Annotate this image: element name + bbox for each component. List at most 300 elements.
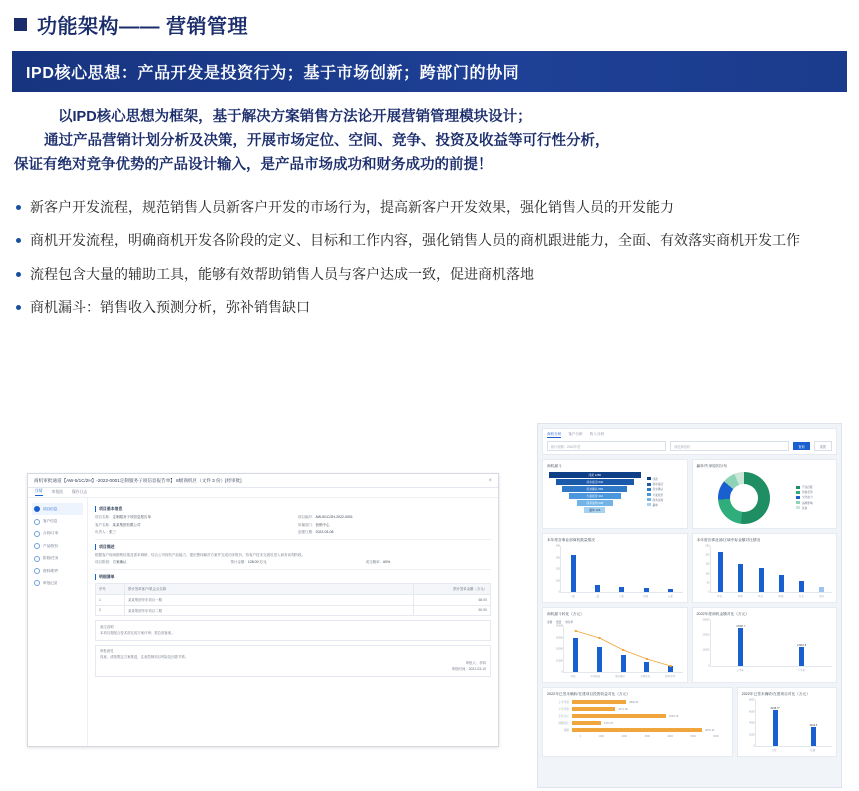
x-tick: 华南: [737, 595, 743, 598]
field-create-date: [298, 530, 491, 535]
hbar-fill: [572, 728, 702, 732]
y-tick: 0: [753, 744, 755, 748]
legend-item: [647, 487, 683, 491]
y-tick: 400: [555, 544, 560, 548]
legend-swatch: [647, 483, 651, 486]
period-select[interactable]: [547, 441, 666, 451]
x-axis: [560, 594, 683, 598]
tab-detail[interactable]: 详情: [35, 489, 43, 496]
column-header-amount: 预计签单金额（万元）: [414, 583, 491, 594]
sidebar-item-stage-task[interactable]: [32, 553, 83, 565]
column-header-index: 序号: [96, 583, 125, 594]
bullet-dot-icon: [16, 238, 21, 243]
page-title: [0, 0, 859, 39]
x-tick: 东北: [798, 595, 804, 598]
x-tick: 四部: [643, 595, 649, 598]
sidebar-item-label: 合同/订单: [43, 531, 59, 536]
bar-label: 6238.77: [770, 707, 780, 710]
card-combo: [542, 607, 688, 683]
bar-label: 27097.7: [736, 625, 746, 628]
field-value: 2022-03-08: [315, 530, 334, 535]
bars: [711, 620, 833, 666]
sidebar-item-label: 项目信息: [43, 506, 58, 511]
table-row: [96, 594, 491, 605]
cell-amount: 60.00: [414, 605, 491, 616]
legend-swatch: [647, 493, 651, 496]
tab-approval-flow[interactable]: 审批流: [51, 490, 63, 494]
tab-opportunity-analysis[interactable]: 商机分析: [547, 432, 562, 436]
y-tick: 4000: [749, 721, 755, 725]
window-sidebar: [28, 498, 88, 747]
title-square-icon: [14, 18, 27, 31]
intro-line-2: 通过产品营销计划分析及决策，开展市场定位、空间、竞争、投资及收益等可行性分析，: [44, 132, 610, 149]
card-title: 本年度各事业部商机数量情况: [547, 538, 595, 542]
x-tick: 3000: [644, 735, 650, 738]
legend-label: 初步接洽: [652, 483, 664, 487]
bullet-text: 商机开发流程，明确商机开发各阶段的定义、目标和工作内容，强化销售人员的商机跟进能力，全面、有效落实商机开发工作: [30, 232, 800, 249]
x-tick: 2000: [621, 735, 628, 738]
field-value: 定制服务子项信息报告单: [112, 515, 151, 519]
sidebar-item-product-quote[interactable]: [32, 540, 83, 552]
line-series: [561, 626, 683, 674]
approval-date-label: 审批时间：2022-03-10: [451, 666, 486, 671]
field-row: [95, 523, 491, 528]
field-department: [298, 523, 491, 528]
divider: [95, 539, 491, 540]
bullet-text: 新客户开发流程，规范销售人员新客户开发的市场行为，提高新客户开发效果，强化销售人员的开发能力: [30, 198, 674, 215]
bar: [811, 727, 816, 746]
hbar-fill: [572, 700, 626, 704]
y-tick: 0: [561, 670, 563, 674]
cell-index: 1: [96, 594, 125, 605]
legend-label: 数量: [556, 621, 562, 624]
section-title-basic: 项目基本信息: [95, 506, 491, 512]
bar: [779, 575, 784, 592]
field-label: 项目编号：: [298, 515, 316, 519]
x-tick: 海外: [819, 595, 825, 598]
sidebar-item-attachments[interactable]: [32, 565, 83, 577]
funnel-stage: 需求确认 663: [562, 486, 627, 492]
bars: [756, 700, 832, 746]
field-owner: [95, 530, 288, 535]
opportunity-detail-window: [27, 473, 499, 747]
sidebar-item-project-info[interactable]: [32, 503, 83, 515]
x-tick: 下半年: [797, 669, 806, 672]
approval-text: 同意，请按既定方案推进，注意控制项目风险及回款节奏。: [100, 655, 189, 660]
hbar-label: 上半年度: [558, 701, 569, 704]
y-tick: 10000: [556, 659, 563, 662]
card-title: 2022年度商机金额对比（万元）: [696, 612, 749, 616]
funnel-legend: [647, 477, 683, 508]
field-label: 负责人：: [95, 530, 109, 535]
horizontal-bar-chart: [547, 700, 728, 732]
dot-icon: [34, 568, 40, 574]
y-tick: 0: [708, 590, 710, 594]
list-item: [14, 296, 845, 318]
dot-icon: [34, 556, 40, 562]
x-tick: 方案报价: [640, 675, 651, 678]
bar: [799, 647, 804, 666]
hbar-value: 2876.31: [705, 728, 715, 732]
legend-item: [796, 485, 832, 489]
dot-icon: [34, 506, 40, 512]
x-tick: 0: [579, 735, 582, 738]
banner: IPD核心思想：产品开发是投资行为；基于市场创新；跨部门的协同: [12, 51, 847, 92]
field-value: 60%: [383, 560, 391, 565]
legend-swatch: [647, 488, 651, 491]
field-row: [95, 560, 491, 565]
field-label: 项目名称：: [95, 515, 113, 519]
card-bar-business-units: [542, 533, 688, 603]
x-tick: 一部: [569, 595, 575, 598]
bullet-list: [14, 196, 845, 319]
y-tick: 20000: [702, 633, 710, 637]
bar: [718, 552, 723, 592]
field-project-code: [298, 515, 491, 520]
approver-label: 审批人：李四: [465, 660, 486, 665]
window-title-text: 商机审批通道【AW-5/1C/2H】-2022-0001定制服务子项信息报告单】 8级商机区（文件 3 份）[经审批]: [34, 477, 242, 483]
funnel-stage: 初步接洽 942: [556, 479, 634, 485]
sidebar-item-label: 阶段/任务: [43, 556, 59, 561]
hbar-value: 5233.79: [668, 714, 679, 718]
bar: [738, 628, 743, 666]
legend-item: [647, 503, 683, 507]
remark-title: 备注说明: [100, 624, 114, 629]
field-value: AW-5/1C/2H-2022-0001: [315, 515, 353, 519]
y-tick: 2000: [749, 733, 755, 736]
y-axis: [743, 700, 756, 746]
x-axis: [710, 668, 833, 672]
hbar-row: [547, 721, 728, 725]
hbar-fill: [572, 714, 666, 718]
cell-amount: 68.00: [414, 594, 491, 605]
x-tick: 五部: [667, 595, 673, 598]
sidebar-item-label: 资料/附件: [43, 568, 59, 573]
dashboard-tabs: [547, 432, 832, 438]
x-tick: 需求确认: [615, 675, 626, 678]
bullet-text: 商机漏斗：销售收入预测分析，弥补销售缺口: [30, 298, 310, 315]
bar: [759, 568, 764, 592]
card-funnel: [542, 459, 688, 529]
y-tick: 200: [705, 553, 710, 557]
y-tick: 300: [555, 556, 560, 559]
card-title: 赢单/失单原因分布: [696, 464, 728, 468]
legend-item: [796, 506, 832, 510]
y-tick: 20000: [556, 647, 563, 651]
legend-label: 线索: [652, 477, 658, 481]
hbar-row: [547, 728, 728, 732]
y-axis: [551, 626, 564, 672]
project-description: 根据客户现场勘察结果及需求调研，结合公司现有产品能力，提出整体解决方案并完成初步报价，待客户技术交流后进入商务谈判阶段。: [95, 552, 305, 557]
card-bar-halfyear: [692, 607, 838, 683]
hbar-label: 全年合计: [558, 715, 569, 718]
approval-title: 审批意见: [100, 649, 114, 654]
y-tick: 10000: [702, 648, 710, 652]
x-tick: 初步接洽: [590, 675, 601, 678]
bar-group: [797, 644, 806, 666]
filter-bar: [547, 441, 832, 451]
hbar-value: 2371.68: [618, 707, 628, 711]
tab-customer-analysis[interactable]: 客户分析: [568, 432, 583, 436]
legend-item: [796, 501, 832, 505]
field-label: 预计金额：: [230, 560, 248, 565]
card-bar-regions: [692, 533, 838, 603]
remark-text: 本项目需配合技术部完成方案评审；需总部备案。: [100, 630, 175, 635]
legend-swatch: [796, 501, 800, 504]
field-stage: [95, 560, 220, 565]
legend-label: 交付能力: [802, 496, 813, 500]
bar-chart-4: [749, 698, 832, 748]
field-amount: [230, 560, 355, 565]
tab-revenue-analysis[interactable]: 收入分析: [589, 432, 605, 436]
bar-group: [771, 707, 780, 746]
hbar-fill: [572, 707, 615, 711]
legend-swatch: [796, 506, 800, 509]
x-tick: 上半年: [736, 669, 744, 672]
legend-label: 需求确认: [652, 488, 664, 492]
y-tick: 250: [705, 544, 710, 548]
field-row: [95, 530, 491, 535]
tab-operation-log[interactable]: 操作日志: [71, 490, 88, 494]
legend-item: [647, 477, 683, 481]
window-titlebar: [28, 474, 498, 488]
card-hbar: [542, 687, 733, 757]
window-tabs: [28, 488, 498, 498]
legend-item: [647, 493, 683, 497]
cell-name: 某某集团华东项目二期: [125, 605, 414, 616]
bar-group: [736, 625, 745, 666]
sidebar-item-label: 产品/报价: [43, 543, 59, 548]
y-tick: 100: [555, 579, 560, 582]
hbar-value: 2862.21: [629, 700, 639, 704]
card-donut: [692, 459, 838, 529]
list-item: [14, 263, 845, 285]
hbar-label: 下半年度: [558, 708, 569, 711]
legend-label: 金额: [547, 621, 553, 624]
intro-line-1: 以IPD核心思想为框架，基于解决方案销售方法论开展营销管理模块设计；: [58, 109, 532, 125]
bar-group: [809, 724, 817, 746]
x-tick: 5000: [690, 735, 696, 738]
approval-box: [95, 645, 491, 677]
cell-name: 某某集团华东项目一期: [125, 594, 414, 605]
screenshot-area: [0, 415, 859, 791]
org-select[interactable]: [670, 441, 789, 451]
card-title: 商机漏斗: [547, 464, 562, 468]
field-value: 128.00 万元: [247, 560, 267, 565]
intro-paragraph: [14, 106, 845, 178]
hbar-label: 差额: [563, 729, 569, 732]
hbar-row: [547, 714, 728, 718]
org-placeholder: 请选择组织: [674, 444, 691, 449]
legend-swatch: [647, 477, 651, 480]
window-body: [28, 498, 498, 747]
x-tick: 已签: [771, 749, 777, 752]
period-value: 2022年度: [566, 444, 581, 449]
donut-shape: [718, 472, 770, 524]
hbar-row: [547, 707, 728, 711]
bar: [668, 589, 673, 592]
bar: [619, 587, 624, 592]
y-tick: 0: [708, 664, 710, 668]
bar-chart-2: [705, 544, 833, 594]
card-title: 2022年已签未确收/在建项目投资收益对比（万元）: [547, 692, 630, 696]
hbar-value: 1471.07: [603, 721, 614, 725]
x-axis: [755, 748, 832, 752]
bar-chart-3: [702, 618, 833, 668]
sidebar-item-label: 客户信息: [43, 519, 58, 524]
field-value: 某某集团有限公司: [112, 522, 141, 527]
bar: [773, 710, 778, 746]
detail-table: [95, 583, 491, 616]
donut-chart: [697, 472, 833, 524]
legend-label: 商务谈判: [652, 498, 664, 502]
field-label: 项目阶段：: [95, 560, 113, 565]
dot-icon: [34, 580, 40, 586]
page-title-text: 功能架构—— 营销管理: [37, 16, 249, 38]
dot-icon: [34, 519, 40, 525]
sidebar-item-contract-order[interactable]: [32, 528, 83, 540]
bar: [571, 555, 576, 592]
legend-swatch: [796, 486, 800, 489]
y-tick: 30000: [556, 636, 563, 639]
field-value: 方案确认: [112, 560, 127, 565]
funnel-stage: 赢单 126: [584, 507, 605, 513]
dashboard-toolbar: [542, 428, 837, 455]
legend-label: 方案报价: [652, 493, 664, 497]
bullet-dot-icon: [16, 272, 21, 277]
x-tick: 华东: [717, 595, 723, 598]
bullet-dot-icon: [16, 205, 21, 210]
list-item: [14, 196, 845, 218]
field-label: 成交概率：: [365, 560, 384, 565]
legend-item: [647, 498, 683, 502]
y-tick: 100: [705, 572, 710, 576]
legend-swatch: [647, 498, 651, 501]
dot-icon: [34, 531, 40, 537]
sidebar-item-approval-records[interactable]: [32, 577, 83, 589]
x-axis: [710, 594, 833, 598]
section-title-table: 明细清单: [95, 574, 491, 580]
legend-label: 价格优势: [802, 491, 813, 495]
dashboard-row-4: [542, 687, 837, 757]
field-value: 营销中心: [315, 522, 330, 527]
remark-box: [95, 620, 491, 641]
bars: [711, 546, 833, 592]
y-tick: 0: [558, 590, 560, 594]
y-tick: 200: [555, 567, 560, 571]
legend-swatch: [796, 491, 800, 494]
legend-item: [796, 495, 832, 499]
legend-label: 品牌影响: [802, 501, 813, 505]
dot-icon: [34, 543, 40, 549]
field-label: 客户名称：: [95, 522, 113, 527]
x-tick: 商务谈判: [665, 675, 676, 678]
donut-legend: [796, 485, 832, 511]
divider: [95, 569, 491, 570]
y-tick: 50: [706, 581, 710, 585]
bar-label: 3219.5: [809, 724, 818, 727]
legend-item: [796, 490, 832, 494]
x-tick: 4000: [667, 735, 673, 738]
legend-label: 其他: [802, 506, 808, 510]
reset-button[interactable]: 重置: [814, 441, 832, 451]
period-label: 统计周期：: [551, 444, 567, 449]
sidebar-item-customer-info[interactable]: [32, 515, 83, 527]
field-value: 张三: [109, 530, 116, 535]
y-axis: [548, 546, 561, 592]
column-header-name: 预计签单客户/机会点名称: [125, 583, 414, 594]
analytics-dashboard: [537, 423, 842, 788]
legend-label: 赢单: [652, 503, 658, 507]
y-tick: 150: [705, 562, 710, 566]
legend-label: 产品匹配: [802, 486, 813, 490]
field-probability: [366, 560, 491, 565]
y-tick: 6000: [749, 710, 755, 713]
funnel-stage: 方案报价 412: [569, 493, 621, 499]
x-tick: 线索: [570, 675, 576, 678]
bar: [799, 581, 804, 592]
bar: [738, 564, 743, 592]
field-label: 创建日期：: [298, 530, 316, 535]
card-title: 本年度各事业部/区域中标金额对比情况: [696, 538, 761, 542]
intro-line-3: 保证有绝对竞争优势的产品设计输入，是产品市场成功和财务成功的前提！: [14, 156, 493, 173]
list-item: [14, 229, 845, 251]
card-title: 商机漏斗转化（万元）: [547, 612, 584, 616]
hbar-row: [547, 700, 728, 704]
x-axis: [571, 735, 728, 738]
x-tick: 西南: [778, 595, 784, 598]
close-icon[interactable]: ×: [488, 477, 492, 484]
dashboard-row-1: [542, 459, 837, 529]
card-bar-signed: [737, 687, 837, 757]
dashboard-row-2: [542, 533, 837, 603]
field-customer-name: [95, 523, 288, 528]
field-row: [95, 515, 491, 520]
funnel-shape: [547, 472, 643, 513]
legend-label: 转化率: [565, 621, 574, 624]
cell-index: 2: [96, 605, 125, 616]
bar-label: 13297.8: [797, 644, 807, 647]
legend-item: [647, 482, 683, 486]
hbar-label: 同期对比: [558, 722, 569, 725]
x-tick: 1000: [598, 735, 605, 738]
window-main: [88, 498, 498, 747]
x-tick: 6000: [713, 735, 719, 738]
dashboard-row-3: [542, 607, 837, 683]
funnel-stage: 商务谈判 238: [577, 500, 613, 506]
x-tick: 华北: [758, 595, 764, 598]
x-axis: [563, 674, 683, 678]
x-tick: 二部: [594, 595, 600, 598]
bar: [595, 585, 600, 592]
search-button[interactable]: 查询: [793, 442, 809, 450]
y-tick: 8000: [749, 698, 755, 702]
bars: [558, 546, 683, 594]
funnel-chart: [547, 472, 683, 513]
funnel-stage: 线索 1286: [549, 472, 641, 478]
table-row: [96, 605, 491, 616]
y-tick: 30000: [702, 618, 710, 622]
hbar-fill: [572, 721, 601, 725]
y-axis: [698, 620, 711, 666]
x-tick: 三部: [618, 595, 624, 598]
bar: [819, 587, 824, 592]
combo-legend: [547, 620, 683, 624]
bullet-dot-icon: [16, 305, 21, 310]
bar: [644, 588, 649, 592]
bar-chart-1: [555, 544, 683, 594]
field-project-name: [95, 515, 288, 520]
